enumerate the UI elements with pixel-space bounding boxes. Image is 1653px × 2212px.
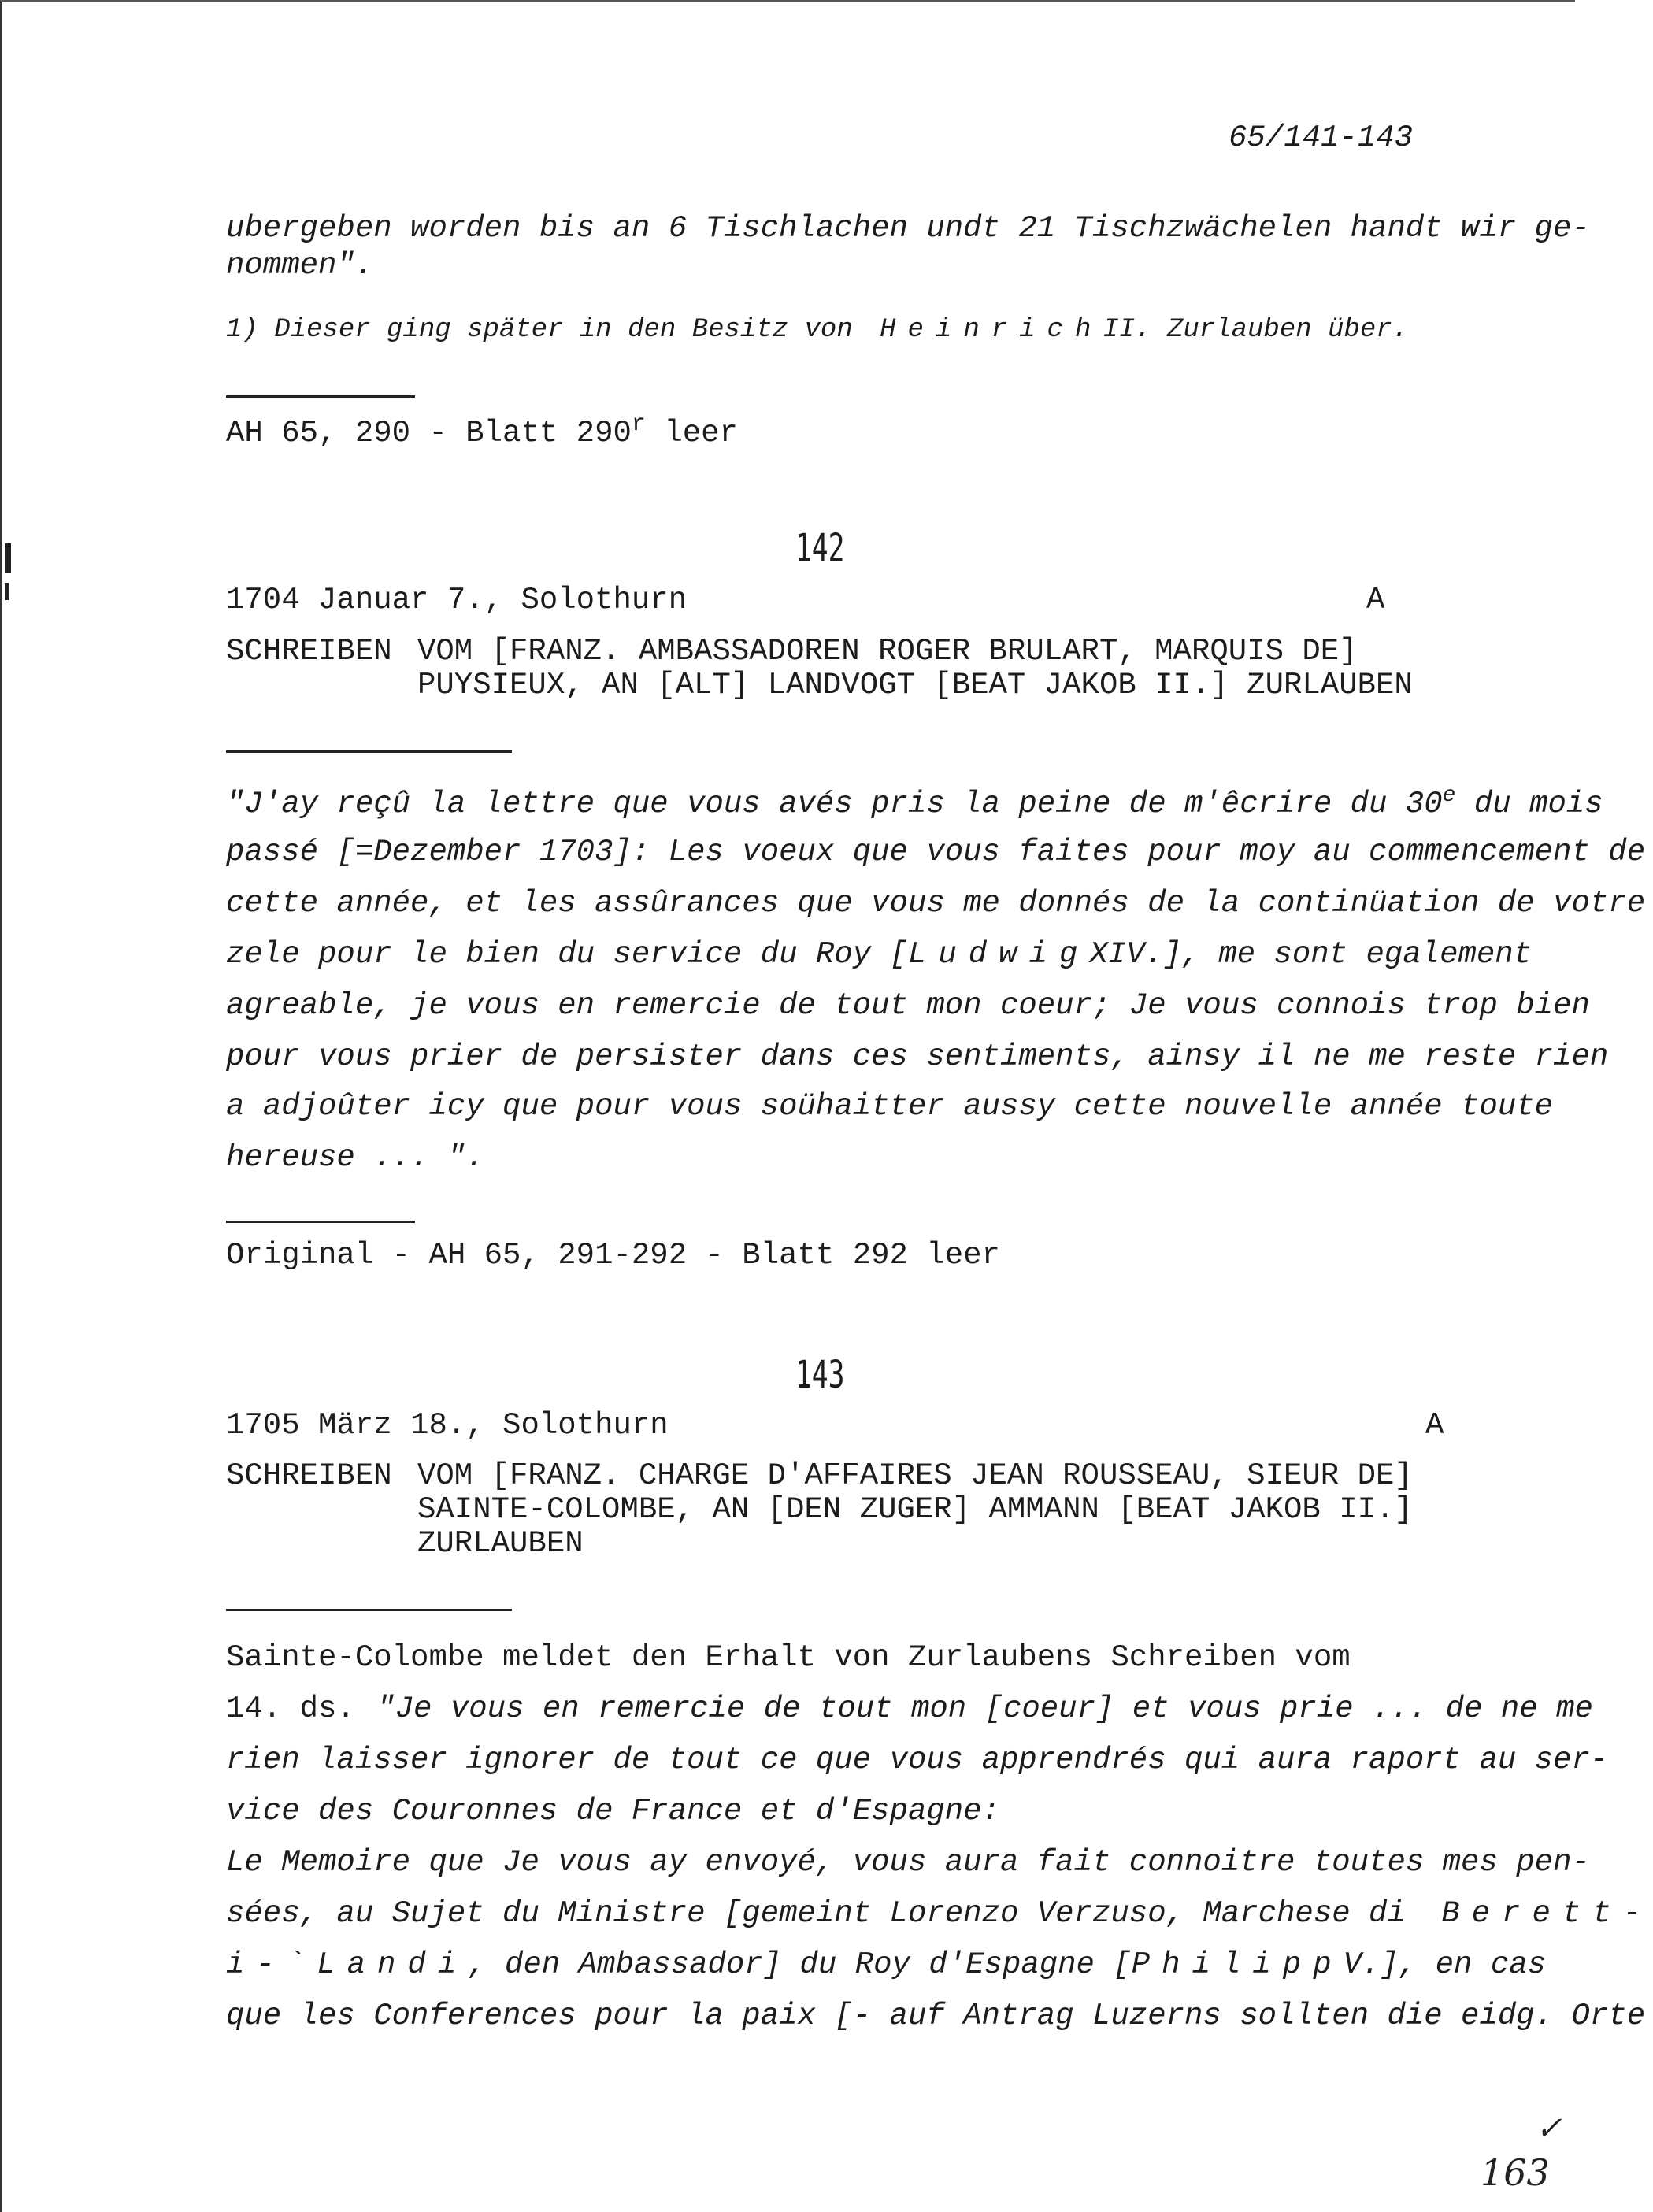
section-rule xyxy=(226,1609,512,1611)
body-sup: e xyxy=(1442,784,1456,808)
document-date-place: 1704 Januar 7., Solothurn xyxy=(226,583,688,617)
scan-mark xyxy=(5,583,9,600)
heading-line: VOM [FRANZ. AMBASSADOREN ROGER BRULART, MARQUIS DE] xyxy=(417,634,1358,669)
footnote-person: Heinrich xyxy=(880,315,1103,345)
heading-label: SCHREIBEN xyxy=(226,634,392,669)
intro-line: ubergeben worden bis an 6 Tischlachen undt 21 Tischzwächelen handt wir ge- xyxy=(226,211,1590,246)
source-text: leer xyxy=(664,416,738,450)
body-line: que les Conferences pour la paix [- auf Antrag Luzerns sollten die eidg. Orte xyxy=(226,1999,1646,2033)
body-line: Le Memoire que Je vous ay envoyé, vous aura fait connoitre toutes mes pen- xyxy=(226,1845,1590,1880)
body-person: Ludwig xyxy=(907,937,1090,972)
body-line: cette année, et les assûrances que vous me donnés de la continüation de votre xyxy=(226,886,1646,921)
body-text: zele pour le bien du service du Roy [ xyxy=(226,937,908,972)
check-mark-icon: ✓ xyxy=(1536,2110,1562,2147)
body-line xyxy=(226,1947,1546,1982)
section-rule xyxy=(226,1221,415,1223)
body-line: agreable, je vous en remercie de tout mon coeur; Je vous connois trop bien xyxy=(226,988,1590,1023)
section-rule xyxy=(226,395,415,398)
body-line xyxy=(226,1896,1653,1931)
body-line: a adjoûter icy que pour vous soühaitter aussy cette nouvelle année toute xyxy=(226,1089,1554,1124)
document-number: 142 xyxy=(795,526,845,570)
document-number: 143 xyxy=(795,1353,845,1397)
heading-line: ZURLAUBEN xyxy=(417,1526,584,1561)
folio-number: 163 xyxy=(1481,2151,1550,2194)
page-edge-left xyxy=(0,0,2,2212)
body-line: vice des Couronnes de France et d'Espagne: xyxy=(226,1794,1000,1829)
document-date-place: 1705 März 18., Solothurn xyxy=(226,1408,669,1443)
heading-label: SCHREIBEN xyxy=(226,1458,392,1493)
source-note xyxy=(226,411,738,450)
body-person: Philipp xyxy=(1131,1947,1344,1982)
intro-line: nommen". xyxy=(226,248,374,283)
heading-line: VOM [FRANZ. CHARGE D'AFFAIRES JEAN ROUSSEAU, SIEUR DE] xyxy=(417,1458,1413,1493)
footnote-text: 1) Dieser ging später in den Besitz von xyxy=(226,315,853,345)
source-note: Original - AH 65, 291-292 - Blatt 292 leer xyxy=(226,1238,1000,1273)
page-edge-top xyxy=(0,0,1575,2)
body-text: , den Ambassador] du Roy d'Espagne [ xyxy=(468,1947,1132,1982)
section-rule xyxy=(226,750,512,753)
document-mark: A xyxy=(1366,583,1385,617)
source-text: AH 65, 290 - Blatt 290 xyxy=(226,416,632,450)
body-text: XIV.], me sont egalement xyxy=(1089,937,1533,972)
body-line xyxy=(226,784,1603,821)
page-reference: 65/141-143 xyxy=(1229,120,1414,155)
scan-mark xyxy=(5,543,11,573)
body-line: passé [=Dezember 1703]: Les voeux que vous faites pour moy au commencement de xyxy=(226,835,1646,869)
body-text: du mois xyxy=(1473,787,1603,821)
body-line xyxy=(226,1691,1593,1726)
body-line: hereuse ... ". xyxy=(226,1140,484,1175)
body-text: "Je vous en remercie de tout mon [coeur] et vous prie ... de ne me xyxy=(376,1691,1593,1726)
body-text: 14. ds. xyxy=(226,1691,355,1726)
body-line: rien laisser ignorer de tout ce que vous apprendrés qui aura raport au ser- xyxy=(226,1743,1609,1777)
source-sup: r xyxy=(631,411,646,438)
body-line: pour vous prier de persister dans ces sentiments, ainsy il ne me reste rien xyxy=(226,1039,1609,1074)
heading-line: PUYSIEUX, AN [ALT] LANDVOGT [BEAT JAKOB II.] ZURLAUBEN xyxy=(417,668,1413,702)
document-mark: A xyxy=(1425,1408,1444,1443)
body-text: sées, au Sujet du Ministre [gemeint Lorenzo Verzuso, Marchese di xyxy=(226,1896,1406,1931)
body-text: "J'ay reçû la lettre que vous avés pris la peine de m'êcrire du 30 xyxy=(226,787,1443,821)
body-line: Sainte-Colombe meldet den Erhalt von Zurlaubens Schreiben vom xyxy=(226,1640,1351,1675)
heading-line: SAINTE-COLOMBE, AN [DEN ZUGER] AMMANN [BEAT JAKOB II.] xyxy=(417,1492,1413,1527)
body-text: V.], en cas xyxy=(1343,1947,1547,1982)
body-person: Berett- xyxy=(1441,1896,1653,1931)
footnote-text: II. Zurlauben über. xyxy=(1103,315,1409,345)
body-person: i-`Landi xyxy=(226,1947,469,1982)
body-line xyxy=(226,937,1532,972)
footnote xyxy=(226,315,1408,345)
